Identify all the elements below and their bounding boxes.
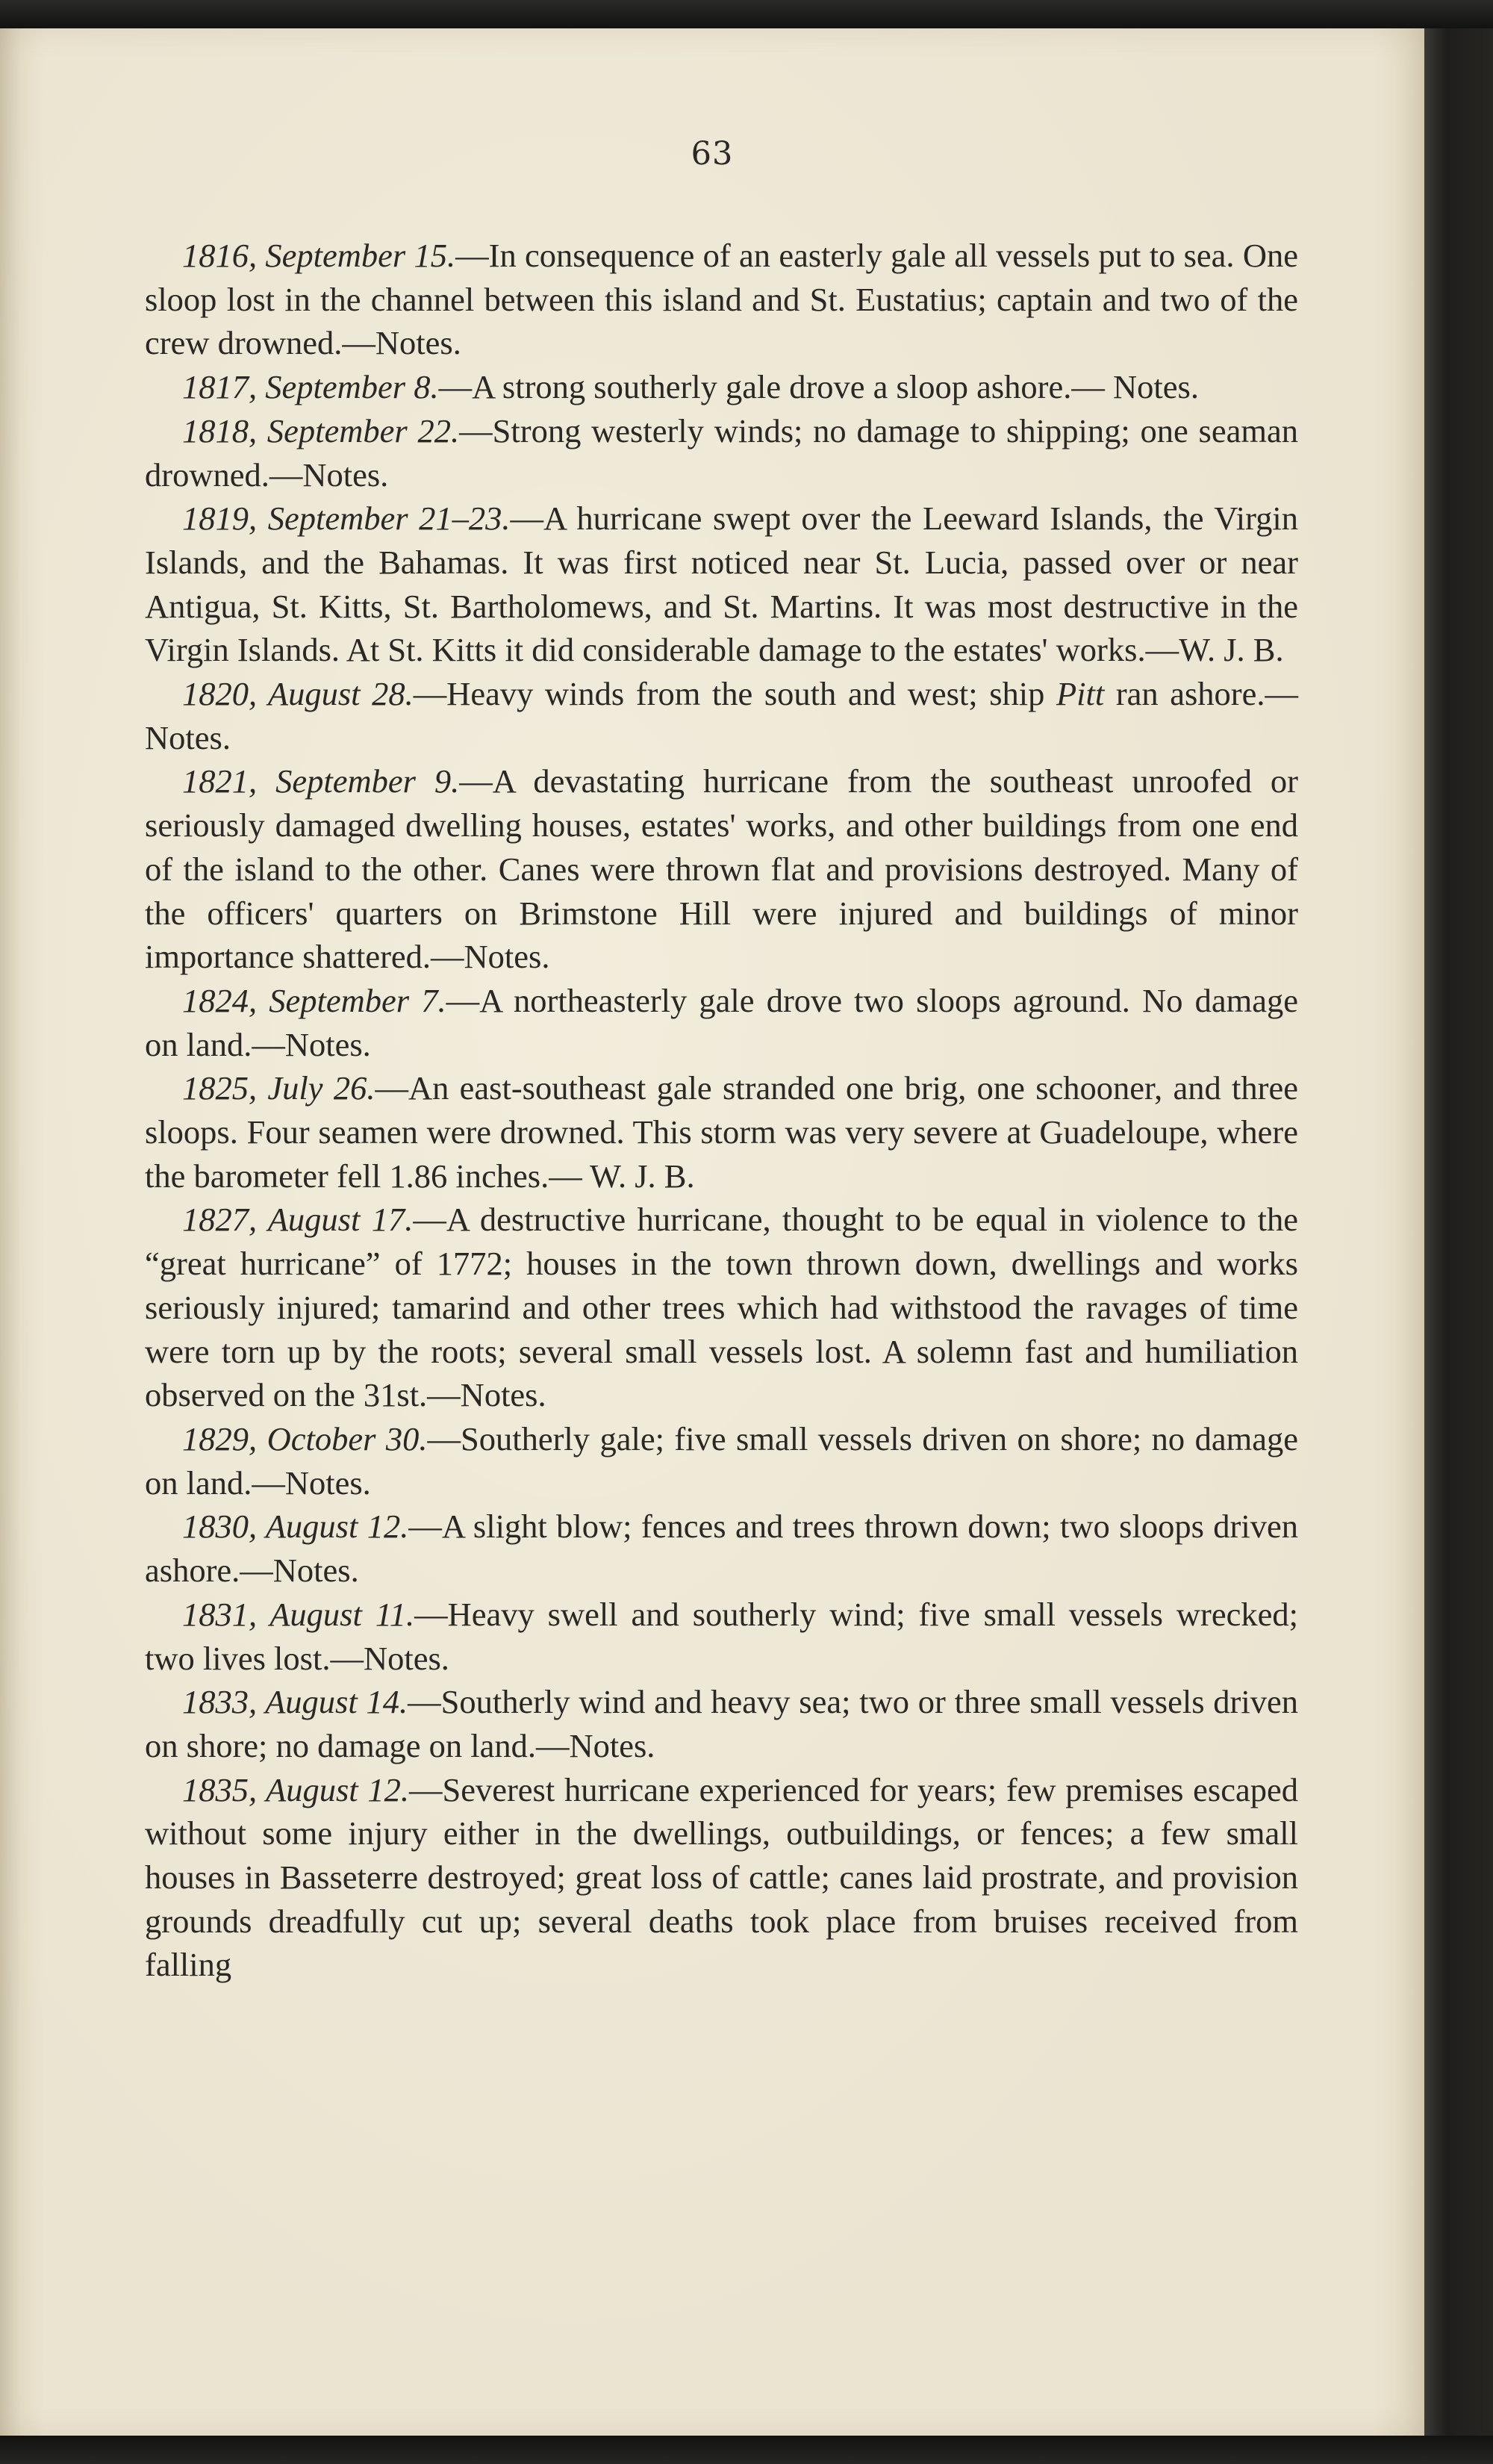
top-edge — [0, 0, 1493, 28]
entry-date: 1831, August 11. — [182, 1595, 415, 1633]
entry-text: —Southerly gale; five small vessels driven on shore; no damage on land.—Notes. — [145, 1419, 1298, 1502]
entry-date: 1818, September 22. — [182, 411, 460, 449]
entry-1816 — [145, 234, 1298, 365]
entry-date: 1816, September 15. — [182, 237, 456, 274]
entry-text: —A northeasterly gale drove two sloops aground. No damage on land.—Notes. — [145, 981, 1298, 1063]
entry-date: 1833, August 14. — [182, 1683, 408, 1721]
text-block — [145, 234, 1298, 1987]
entry-text: —An east-southeast gale stranded one brig, one schooner, and three sloops. Four seamen were drowned. This storm was very severe at Guadeloupe, where the barometer fell 1.86 inches.— W. J. B. — [145, 1069, 1298, 1195]
entry-text: ran ashore.—Notes. — [145, 675, 1298, 756]
entry-1821 — [145, 759, 1298, 979]
entry-1825 — [145, 1066, 1298, 1198]
entry-1830 — [145, 1505, 1298, 1592]
entry-text-before: —Heavy winds from the south and west; ship — [413, 675, 1056, 713]
entry-text: —A slight blow; fences and trees thrown down; two sloops driven ashore.—Notes. — [145, 1508, 1298, 1590]
entry-1829 — [145, 1417, 1298, 1505]
entry-date: 1824, September 7. — [182, 981, 446, 1019]
entry-1819 — [145, 497, 1298, 672]
entry-date: 1821, September 9. — [182, 762, 460, 800]
entry-date: 1825, July 26. — [182, 1069, 375, 1107]
entry-1831 — [145, 1593, 1298, 1680]
entry-1817 — [145, 365, 1298, 409]
entry-text: —Severest hurricane experienced for years; few premises escaped without some injury either in the dwellings, outbuildings, or fences; a few small houses in Basseterre destroyed; great loss of cattle; canes laid prostrate, and provision grounds dreadfully cut up; several deaths took place from bruises received from falling — [145, 1770, 1298, 1984]
entry-date: 1830, August 12. — [182, 1508, 409, 1546]
entry-1820 — [145, 672, 1298, 759]
bottom-edge — [0, 2436, 1493, 2464]
entry-1833 — [145, 1680, 1298, 1767]
entry-text: —Strong westerly winds; no damage to shipping; one seaman drowned.—Notes. — [145, 411, 1298, 494]
entry-1818 — [145, 409, 1298, 497]
entry-text: —Southerly wind and heavy sea; two or three small vessels driven on shore; no damage on land.—Notes. — [145, 1683, 1298, 1764]
entry-date: 1819, September 21–23. — [182, 500, 511, 538]
entry-text: —A destructive hurricane, thought to be equal in violence to the “great hurricane” of 1772; houses in the town thrown down, dwellings and works seriously injured; tamarind and other trees which had withstood the ravages of time were torn up by the roots; several small vessels lost. A solemn fast and humiliation observed on the 31st.—Notes. — [145, 1201, 1298, 1414]
entry-date: 1835, August 12. — [182, 1770, 409, 1808]
page-number: 63 — [691, 135, 734, 172]
entry-text: —A devastating hurricane from the southeast unroofed or seriously damaged dwelling houses, estates' works, and other buildings from one end of the island to the other. Canes were thrown flat and provisions destroyed. Many of the officers' quarters on Brimstone Hill were injured and buildings of minor importance shattered.—Notes. — [145, 762, 1298, 976]
entry-date: 1817, September 8. — [182, 368, 439, 406]
entry-text: —In consequence of an easterly gale all vessels put to sea. One sloop lost in the channel between this island and St. Eustatius; captain and two of the crew drowned.—Notes. — [145, 237, 1298, 362]
book-page — [0, 28, 1424, 2436]
entry-date: 1820, August 28. — [182, 675, 414, 713]
entry-text: —A hurricane swept over the Leeward Islands, the Virgin Islands, and the Bahamas. It was first noticed near St. Lucia, passed over or near Antigua, St. Kitts, St. Bartholomews, and St. Martins. It was most destructive in the Virgin Islands. At St. Kitts it did considerable damage to the estates' works.—W. J. B. — [145, 500, 1298, 669]
entry-date: 1829, October 30. — [182, 1419, 428, 1457]
ship-name: Pitt — [1056, 675, 1105, 713]
entry-date: 1827, August 17. — [182, 1201, 414, 1239]
entry-text: —A strong southerly gale drove a sloop ashore.— Notes. — [438, 368, 1199, 406]
entry-text: —Heavy swell and southerly wind; five small vessels wrecked; two lives lost.—Notes. — [145, 1595, 1298, 1677]
entry-1835 — [145, 1768, 1298, 1988]
entry-1827 — [145, 1198, 1298, 1417]
entry-1824 — [145, 979, 1298, 1066]
right-edge — [1424, 28, 1493, 2436]
